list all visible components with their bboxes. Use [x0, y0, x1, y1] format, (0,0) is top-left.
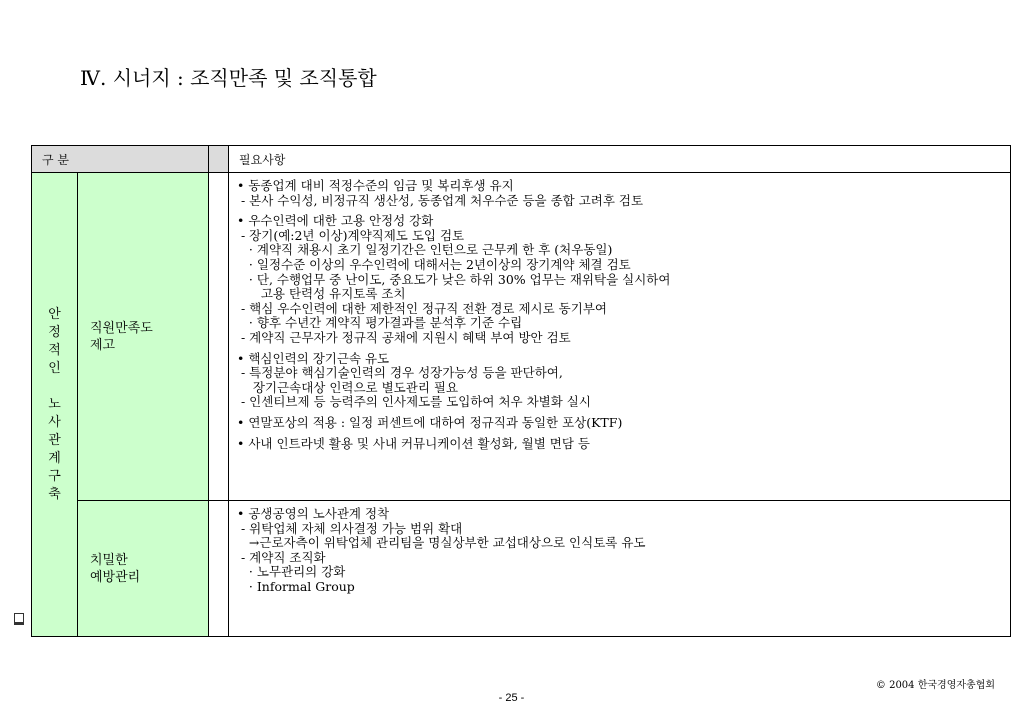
- sub-item: - 계약직 근무자가 정규직 공채에 지원시 혜택 부여 방안 검토: [237, 329, 571, 345]
- sub-item: - 위탁업체 자체 의사결정 가능 범위 확대: [237, 520, 463, 536]
- category-char: 인: [48, 360, 61, 376]
- header-category: 구 분: [32, 146, 209, 173]
- category-char: 안: [48, 306, 61, 322]
- bullet-item: • 동종업계 대비 적정수준의 임금 및 복리후생 유지: [237, 178, 514, 193]
- row1-content: [229, 173, 1011, 501]
- page-number: - 25 -: [498, 692, 525, 704]
- category-char: 구: [48, 468, 61, 484]
- bullet-item: • 핵심인력의 장기근속 유도: [237, 350, 390, 366]
- category-char: 적: [48, 342, 61, 358]
- subcategory-line: 치밀한: [90, 552, 128, 568]
- sub-item: - 계약직 조직화: [237, 549, 326, 565]
- category-char: 정: [48, 324, 61, 340]
- bullet-item: • 연말포상의 적용 : 일정 퍼센트에 대하여 정규직과 동일한 포상(KTF): [237, 414, 623, 430]
- bullet-item: • 공생공영의 노사관계 정착: [237, 506, 390, 521]
- requirements-table: [31, 145, 1011, 637]
- category-char: 노: [48, 396, 61, 412]
- category-char: 관: [48, 432, 61, 448]
- subcategory-preventive-management: [78, 501, 209, 637]
- sub-item: · 일정수준 이상의 우수인력에 대해서는 2년이상의 장기계약 체결 검토: [237, 256, 631, 272]
- slide-icon: [14, 613, 24, 625]
- row2-content: [229, 501, 1011, 637]
- sub-item: 장기근속대상 인력으로 별도관리 필요: [237, 379, 459, 395]
- category-char: [36, 378, 73, 396]
- sub-item: · Informal Group: [237, 578, 355, 594]
- sub-item: - 핵심 우수인력에 대한 제한적인 정규직 전환 경로 제시로 동기부여: [237, 300, 607, 316]
- category-char: 사: [48, 414, 61, 430]
- copyright: © 2004 한국경영자총협회: [875, 680, 995, 691]
- subcategory-line: 직원만족도: [90, 320, 153, 336]
- sub-item: 고용 탄력성 유지토록 조치: [237, 286, 406, 302]
- table-row: [32, 501, 1011, 637]
- sub-item: →근로자측이 위탁업체 관리팀을 명실상부한 교섭대상으로 인식토록 유도: [237, 535, 646, 551]
- subcategory-line: 제고: [90, 337, 116, 353]
- category-vertical-label: [32, 173, 78, 637]
- sub-item: · 노무관리의 강화: [237, 564, 346, 580]
- header-spacer: [209, 146, 229, 173]
- table-header-row: [32, 146, 1011, 173]
- page-title: Ⅳ. 시너지 : 조직만족 및 조직통합: [80, 66, 377, 90]
- subcategory-line: 예방관리: [90, 569, 141, 585]
- category-char: 계: [48, 450, 61, 466]
- subcategory-employee-satisfaction: [78, 173, 209, 501]
- spacer-cell: [209, 501, 229, 637]
- table-row: [32, 173, 1011, 501]
- sub-item: · 단, 수행업무 중 난이도, 중요도가 낮은 하위 30% 업무는 재위탁을 실시하여: [237, 271, 671, 287]
- header-requirements: 필요사항: [229, 146, 1011, 173]
- sub-item: · 향후 수년간 계약직 평가결과를 분석후 기준 수립: [237, 315, 523, 331]
- sub-item: - 본사 수익성, 비정규직 생산성, 동종업계 처우수준 등을 종합 고려후 검토: [237, 192, 644, 208]
- bullet-item: • 우수인력에 대한 고용 안정성 강화: [237, 213, 434, 229]
- sub-item: · 계약직 채용시 초기 일정기간은 인턴으로 근무케 한 후 (처우동일): [237, 242, 613, 258]
- sub-item: - 인센티브제 등 능력주의 인사제도를 도입하여 처우 차별화 실시: [237, 394, 591, 410]
- spacer-cell: [209, 173, 229, 501]
- bullet-item: • 사내 인트라넷 활용 및 사내 커뮤니케이션 활성화, 월별 면담 등: [237, 435, 590, 451]
- sub-item: - 장기(예:2년 이상)계약직제도 도입 검토: [237, 227, 465, 243]
- sub-item: - 특정분야 핵심기술인력의 경우 성장가능성 등을 판단하여,: [237, 365, 563, 381]
- category-char: 축: [48, 486, 61, 502]
